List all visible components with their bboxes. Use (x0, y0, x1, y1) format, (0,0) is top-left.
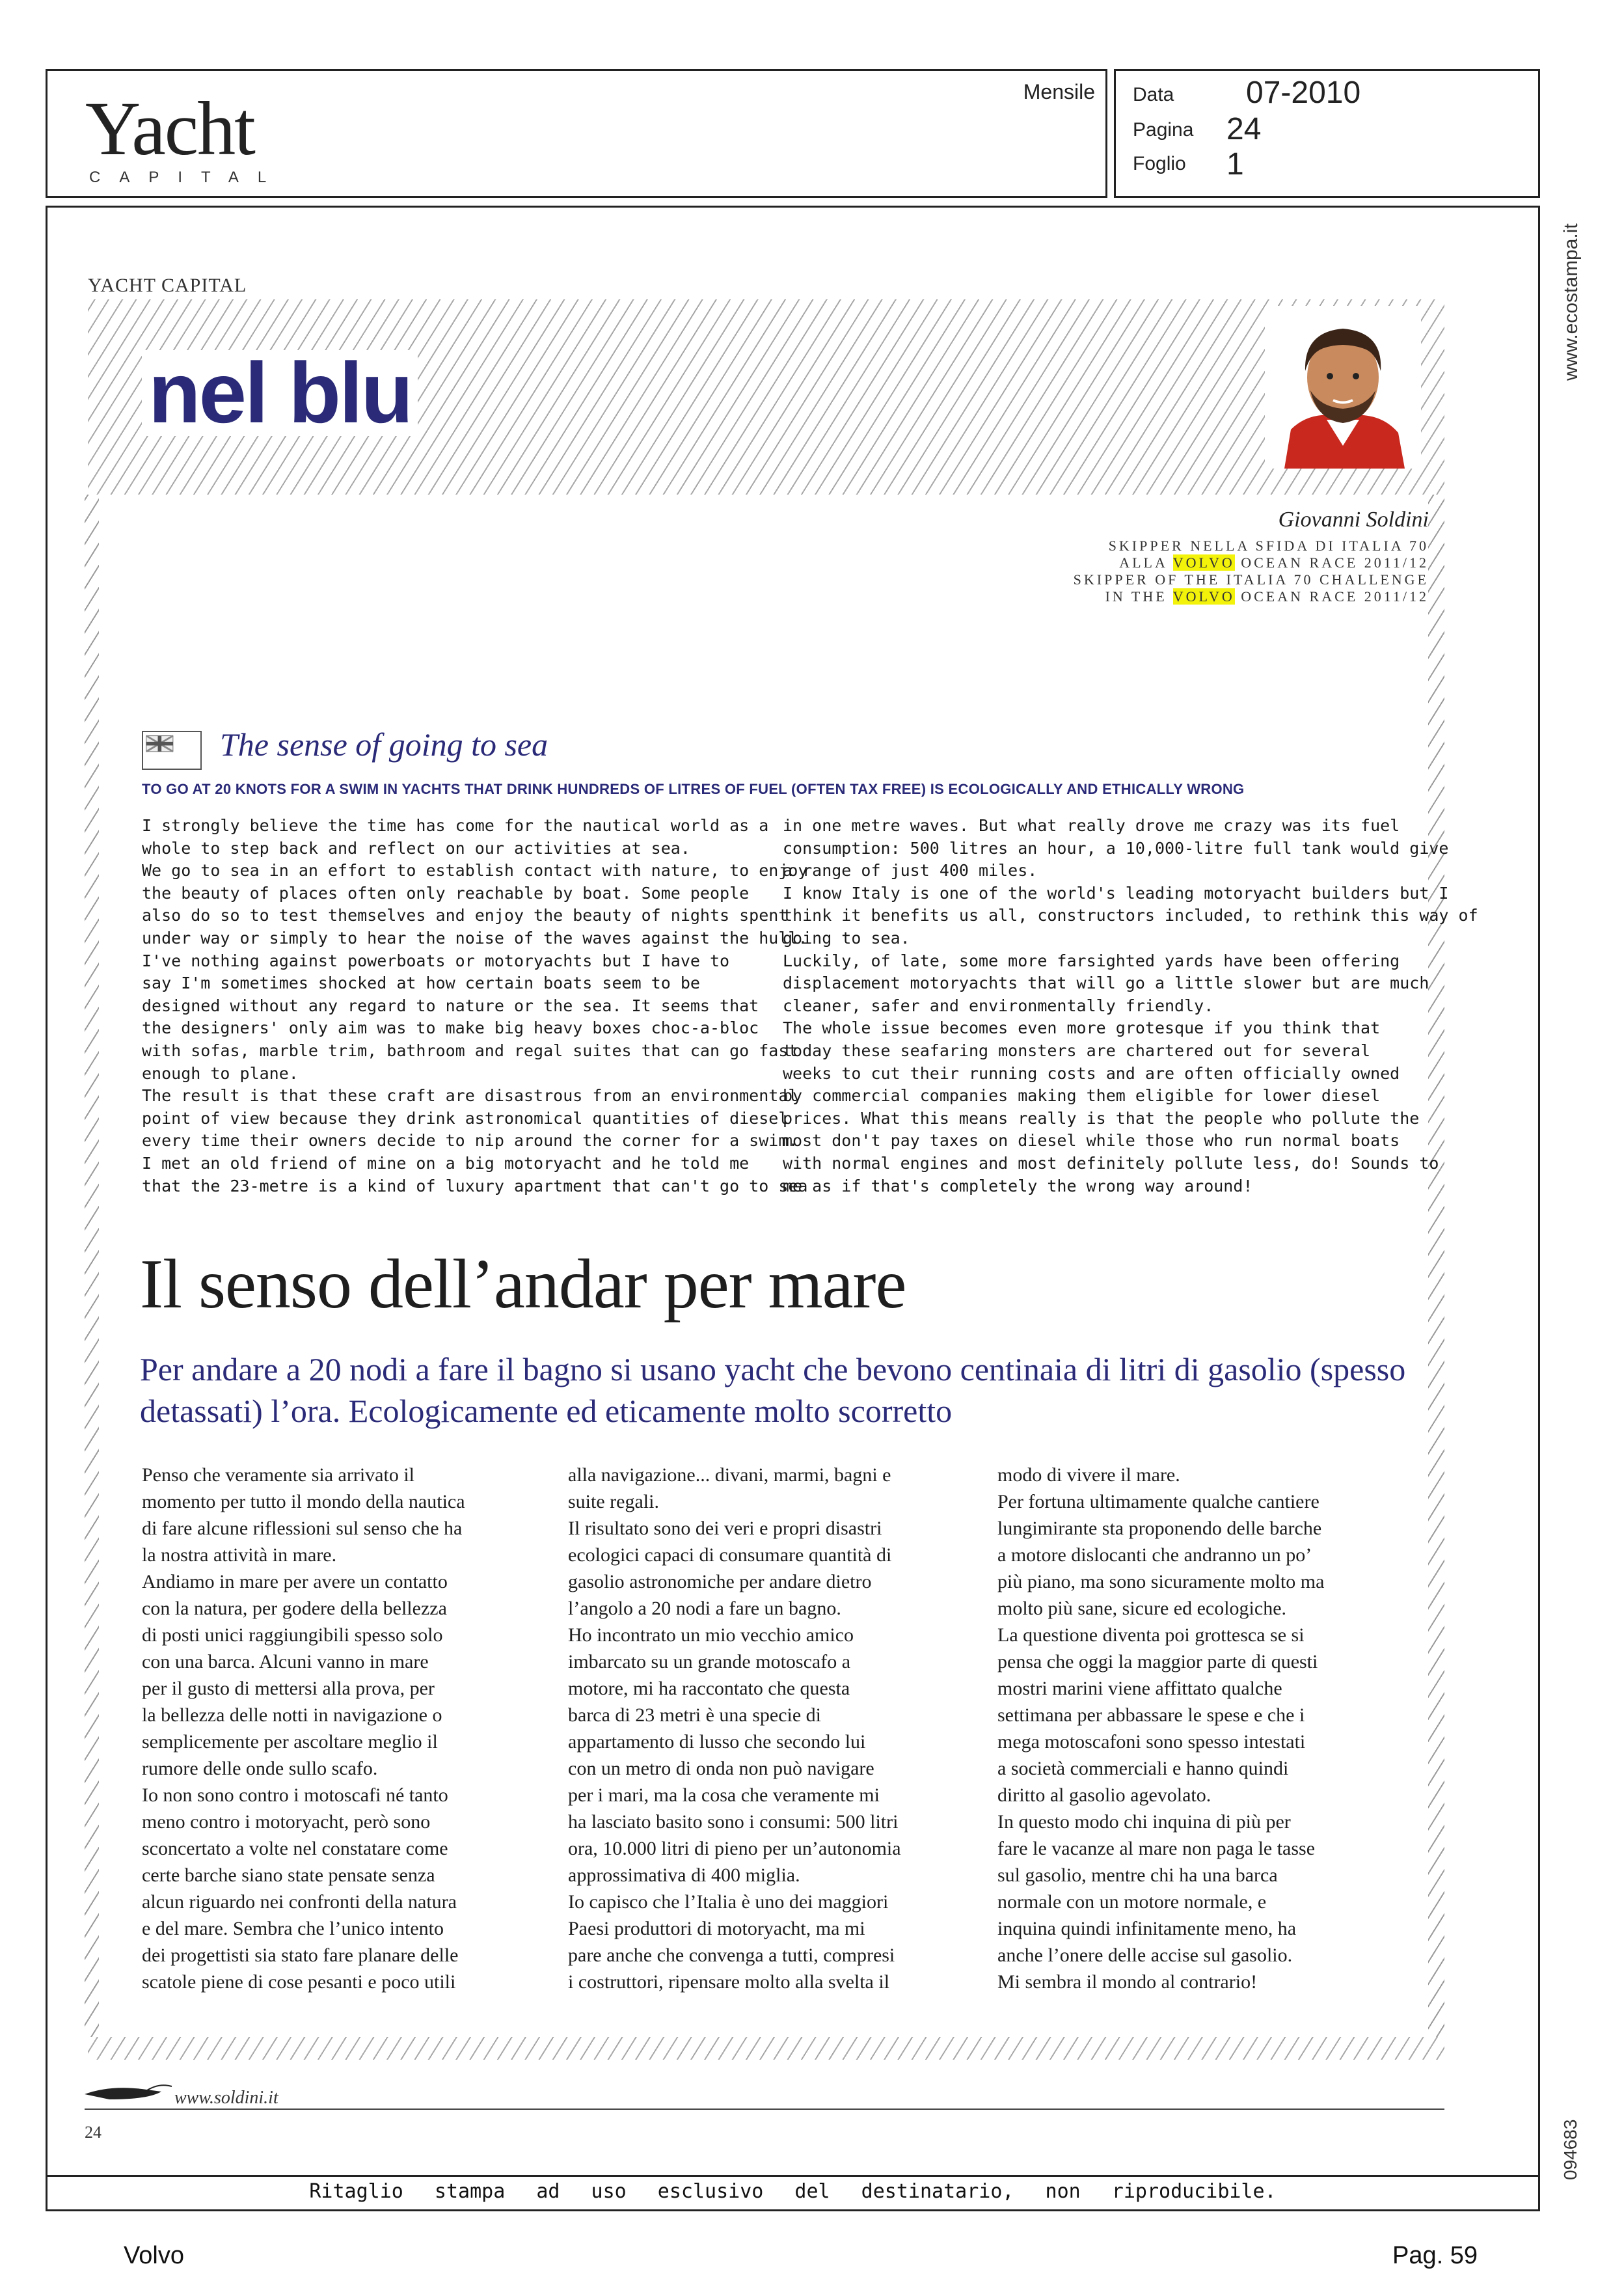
it-text-line: di posti unici raggiungibili spesso solo (142, 1624, 443, 1646)
en-text-line: in one metre waves. But what really drove me crazy was its fuel (783, 816, 1400, 835)
it-text-line: modo di vivere il mare. (997, 1464, 1180, 1486)
en-text-line: The result is that these craft are disastrous from an environmental (142, 1086, 798, 1106)
it-text-line: alcun riguardo nei confronti della natura (142, 1891, 457, 1913)
sheet-value: 1 (1226, 147, 1244, 182)
section-label: YACHT CAPITAL (88, 275, 247, 296)
en-lead: TO GO AT 20 KNOTS FOR A SWIM IN YACHTS THAT DRINK HUNDREDS OF LITRES OF FUEL (OFTEN TAX FREE) IS ECOLOGICALLY AND ETHICALLY WRONG (142, 781, 1245, 797)
en-text-line: We go to sea in an effort to establish contact with nature, to enjoy (142, 861, 808, 880)
masthead-box (46, 69, 1107, 198)
en-text-line: with sofas, marble trim, bathroom and regal suites that can go fast (142, 1041, 798, 1060)
it-text-line: appartamento di lusso che secondo lui (568, 1731, 866, 1753)
it-text-line: fare le vacanze al mare non paga le tasse (997, 1838, 1316, 1859)
volvo-highlight: VOLVO (1172, 554, 1235, 571)
en-text-line: I met an old friend of mine on a big motoryacht and he told me (142, 1153, 750, 1173)
it-text-line: Io non sono contro i motoscafi né tanto (142, 1784, 448, 1806)
it-text-line: Penso che veramente sia arrivato il (142, 1464, 415, 1486)
left-hatch (85, 495, 99, 2037)
bottom-hatch (88, 2037, 1444, 2060)
footer-divider (85, 2108, 1444, 2110)
en-text-line: the designers' only aim was to make big heavy boxes choc-a-bloc (142, 1018, 759, 1038)
it-text-line: Io capisco che l’Italia è uno dei maggiori (568, 1891, 889, 1913)
it-text-line: scatole piene di cose pesanti e poco utili (142, 1971, 456, 1993)
en-text-line: prices. What this means really is that the people who pollute the (783, 1108, 1420, 1128)
it-text-line: i costruttori, ripensare molto alla svelta il (568, 1971, 890, 1993)
it-text-line: normale con un motore normale, e (997, 1891, 1267, 1913)
it-text-line: ecologici capaci di consumare quantità di (568, 1544, 892, 1566)
en-text-line: consumption: 500 litres an hour, a 10,000-litre full tank would give (783, 838, 1449, 858)
it-text-line: con una barca. Alcuni vanno in mare (142, 1651, 429, 1672)
en-column-1 (142, 815, 808, 1197)
en-text-line: think it benefits us all, constructors included, to rethink this way of (783, 906, 1478, 925)
it-text-line: gasolio astronomiche per andare dietro (568, 1571, 872, 1592)
yacht-logo: Yacht (85, 86, 254, 171)
en-text-line: every time their owners decide to nip around the corner for a swim. (142, 1131, 798, 1151)
it-text-line: più piano, ma sono sicuramente molto ma (997, 1571, 1325, 1592)
it-text-line: settimana per abbassare le spese e che i (997, 1704, 1305, 1726)
it-text-line: alla navigazione... divani, marmi, bagni e (568, 1464, 891, 1486)
en-text-line: I strongly believe the time has come for the nautical world as a (142, 816, 769, 835)
page-label: Pagina (1133, 119, 1194, 141)
en-text-line: going to sea. (783, 928, 910, 948)
en-text-line: Luckily, of late, some more farsighted yards have been offering (783, 951, 1400, 970)
it-text-line: Il risultato sono dei veri e propri disastri (568, 1518, 882, 1539)
en-text-line: I've nothing against powerboats or motoryachts but I have to (142, 951, 730, 970)
it-text-line: Per fortuna ultimamente qualche cantiere (997, 1491, 1320, 1512)
it-text-line: rumore delle onde sullo scafo. (142, 1758, 378, 1779)
it-text-line: la nostra attività in mare. (142, 1544, 337, 1566)
en-text-line: also do so to test themselves and enjoy the beauty of nights spent (142, 906, 789, 925)
author-name: Giovanni Soldini (1278, 508, 1429, 532)
footer-url[interactable]: www.soldini.it (174, 2088, 278, 2108)
en-title: The sense of going to sea (220, 726, 548, 763)
it-text-line: In questo modo chi inquina di più per (997, 1811, 1291, 1833)
it-text-line: anche l’onere delle accise sul gasolio. (997, 1945, 1293, 1966)
author-role-en-2: IN THE VOLVO OCEAN RACE 2011/12 (1105, 588, 1429, 605)
en-text-line: designed without any regard to nature or the sea. It seems that (142, 996, 759, 1015)
it-text-line: molto più sane, sicure ed ecologiche. (997, 1598, 1287, 1619)
it-text-line: diritto al gasolio agevolato. (997, 1784, 1211, 1806)
it-text-line: a motore dislocanti che andranno un po’ (997, 1544, 1312, 1566)
en-text-line: with normal engines and most definitely pollute less, do! Sounds to (783, 1153, 1439, 1173)
en-text-line: say I'm sometimes shocked at how certain boats seem to be (142, 974, 700, 993)
side-code: 094683 (1560, 2119, 1580, 2180)
it-text-line: Andiamo in mare per avere un contatto (142, 1571, 448, 1592)
it-text-line: per il gusto di mettersi alla prova, per (142, 1678, 435, 1699)
it-text-line: meno contro i motoryacht, però sono (142, 1811, 431, 1833)
en-text-line: me as if that's completely the wrong way around! (783, 1176, 1253, 1195)
it-text-line: Paesi produttori di motoryacht, ma mi (568, 1918, 865, 1939)
en-text-line: under way or simply to hear the noise of the waves against the hull. (142, 928, 808, 948)
it-text-line: Ho incontrato un mio vecchio amico (568, 1624, 854, 1646)
en-text-line: enough to plane. (142, 1063, 299, 1083)
it-text-line: con la natura, per godere della bellezza (142, 1598, 447, 1619)
en-text-line: I know Italy is one of the world's leading motoryacht builders but I (783, 883, 1449, 903)
side-url: www.ecostampa.it (1560, 223, 1582, 381)
it-text-line: mostri marini viene affittato qualche (997, 1678, 1282, 1699)
it-column-1 (142, 1462, 465, 1995)
it-text-line: imbarcato su un grande motoscafo a (568, 1651, 851, 1672)
author-portrait (1265, 306, 1421, 469)
footer-page-number: 24 (85, 2123, 102, 2142)
uk-flag-icon (142, 731, 202, 770)
it-text-line: pare anche che convenga a tutti, compresi (568, 1945, 895, 1966)
en-text-line: whole to step back and reflect on our activities at sea. (142, 838, 690, 858)
it-text-line: barca di 23 metri è una specie di (568, 1704, 822, 1726)
it-text-line: Mi sembra il mondo al contrario! (997, 1971, 1258, 1993)
sheet-label: Foglio (1133, 153, 1186, 174)
it-text-line: mega motoscafoni sono spesso intestati (997, 1731, 1306, 1753)
yacht-logo-sub: CAPITAL (89, 169, 286, 186)
author-role-it-1: SKIPPER NELLA SFIDA DI ITALIA 70 (1108, 538, 1429, 554)
en-text-line: by commercial companies making them eligible for lower diesel (783, 1086, 1381, 1106)
it-text-line: la bellezza delle notti in navigazione o (142, 1704, 442, 1726)
page-counter: Pag. 59 (1392, 2242, 1478, 2269)
client-label: Volvo (124, 2242, 184, 2269)
page-value: 24 (1226, 112, 1262, 146)
frequency-label: Mensile (1023, 80, 1095, 103)
it-text-line: ora, 10.000 litri di pieno per un’autonomia (568, 1838, 901, 1859)
it-text-line: per i mari, ma la cosa che veramente mi (568, 1784, 880, 1806)
it-text-line: momento per tutto il mondo della nautica (142, 1491, 465, 1512)
it-text-line: sul gasolio, mentre chi ha una barca (997, 1864, 1278, 1886)
en-text-line: the beauty of places often only reachable by boat. Some people (142, 883, 750, 903)
it-text-line: pensa che oggi la maggior parte di questi (997, 1651, 1318, 1672)
boat-icon (83, 2080, 174, 2102)
it-text-line: dei progettisti sia stato fare planare delle (142, 1945, 459, 1966)
it-text-line: motore, mi ha raccontato che questa (568, 1678, 850, 1699)
it-text-line: di fare alcune riflessioni sul senso che ha (142, 1518, 463, 1539)
en-column-2 (783, 815, 1478, 1197)
metadata-box (1114, 69, 1540, 198)
column-title: nel blu (142, 350, 418, 436)
en-text-line: today these seafaring monsters are chartered out for several (783, 1041, 1371, 1060)
it-text-line: approssimativa di 400 miglia. (568, 1864, 800, 1886)
clipping-note: Ritaglio stampa ad uso esclusivo del destinatario, non riproducibile. (309, 2180, 1277, 2203)
it-text-line: certe barche siano state pensate senza (142, 1864, 435, 1886)
it-text-line: lungimirante sta proponendo delle barche (997, 1518, 1322, 1539)
it-text-line: l’angolo a 20 nodi a fare un bagno. (568, 1598, 841, 1619)
en-text-line: The whole issue becomes even more grotesque if you think that (783, 1018, 1381, 1038)
it-text-line: a società commerciali e hanno quindi (997, 1758, 1289, 1779)
en-text-line: weeks to cut their running costs and are often officially owned (783, 1063, 1400, 1083)
it-text-line: semplicemente per ascoltare meglio il (142, 1731, 438, 1753)
right-hatch (1428, 495, 1444, 2037)
it-text-line: ha lasciato basito sono i consumi: 500 litri (568, 1811, 899, 1833)
clip-divider (46, 2175, 1540, 2177)
it-text-line: e del mare. Sembra che l’unico intento (142, 1918, 444, 1939)
date-label: Data (1133, 84, 1174, 105)
it-subtitle: Per andare a 20 nodi a fare il bagno si usano yacht che bevono centinaia di litri di gasolio (spesso detassati) l’ora. Ecologicamente ed eticamente molto scorretto (140, 1351, 1406, 1429)
en-text-line: displacement motoryachts that will go a little slower but are much (783, 974, 1429, 993)
it-title: Il senso dell’andar per mare (140, 1246, 906, 1323)
it-text-line: sconcertato a volte nel constatare come (142, 1838, 448, 1859)
author-role-it-2: ALLA VOLVO OCEAN RACE 2011/12 (1119, 554, 1429, 571)
it-text-line: inquina quindi infinitamente meno, ha (997, 1918, 1297, 1939)
en-text-line: cleaner, safer and environmentally friendly. (783, 996, 1214, 1015)
en-text-line: that the 23-metre is a kind of luxury apartment that can't go to sea (142, 1176, 808, 1195)
en-text-line: most don't pay taxes on diesel while those who run normal boats (783, 1131, 1400, 1151)
volvo-highlight: VOLVO (1172, 588, 1235, 605)
en-text-line: point of view because they drink astronomical quantities of diesel (142, 1108, 789, 1128)
it-text-line: con un metro di onda non può navigare (568, 1758, 874, 1779)
it-text-line: La questione diventa poi grottesca se si (997, 1624, 1305, 1646)
en-text-line: a range of just 400 miles. (783, 861, 1038, 880)
it-text-line: suite regali. (568, 1491, 659, 1512)
it-column-3 (997, 1462, 1324, 1995)
author-role-en-1: SKIPPER OF THE ITALIA 70 CHALLENGE (1073, 571, 1429, 588)
date-value: 07-2010 (1246, 75, 1361, 110)
it-column-2 (568, 1462, 901, 1995)
